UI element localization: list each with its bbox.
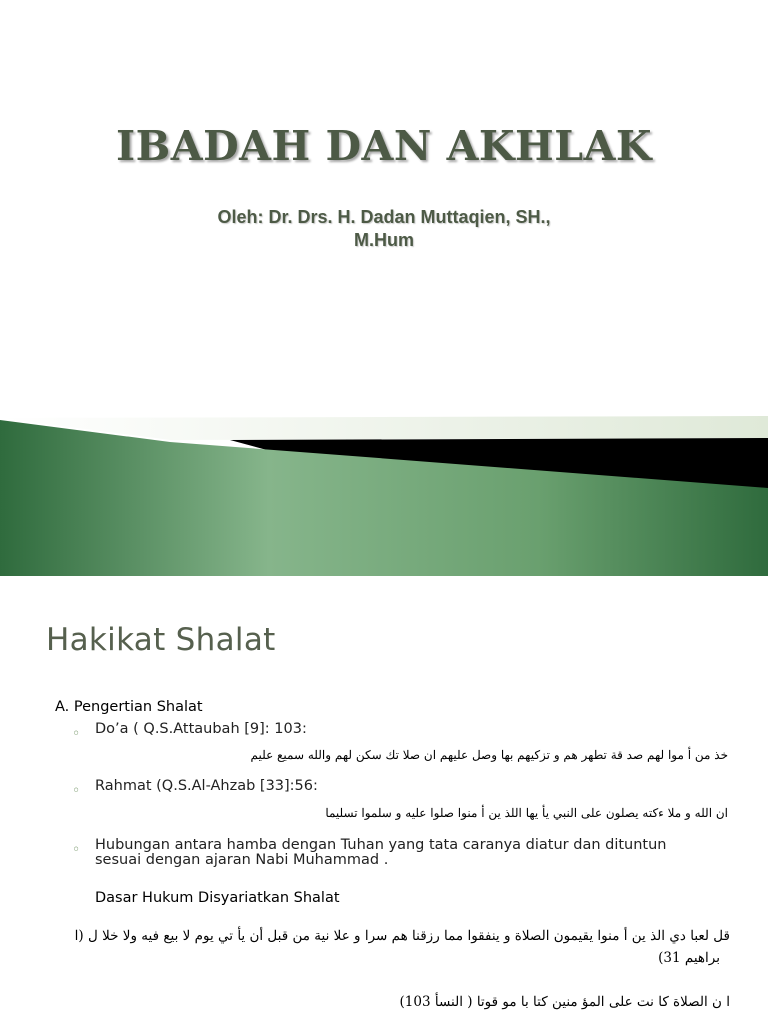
slide-title: IBADAH DAN AKHLAK — [115, 122, 653, 170]
bullet-hubungan-line-1: Hubungan antara hamba dengan Tuhan yang tata caranya diatur dan dituntun — [95, 837, 667, 853]
arabic-verse-attaubah: خذ من أ موا لهم صد قة تطهر هم و تزكيهم بها وصل عليهم ان صلا تك سكن لهم والله سميع عليم — [250, 748, 728, 762]
subheading-dasar-hukum: Dasar Hukum Disyariatkan Shalat — [95, 890, 340, 906]
bullet-marker: ◦ — [72, 783, 81, 799]
bullet-rahmat: Rahmat (Q.S.Al-Ahzab [33]:56: — [95, 778, 318, 794]
section-label: A. Pengertian Shalat — [55, 699, 203, 715]
bullet-marker: ◦ — [72, 842, 81, 858]
arabic-verse-alahzab: ان الله و ملا ءكته يصلون على النبي يأ يها اللذ ين أ منوا صلوا عليه و سلموا تسليما — [325, 806, 728, 820]
bullet-marker: ◦ — [72, 726, 81, 742]
arabic-verse-ibrahim-line-2: براهيم 31) — [658, 950, 720, 966]
subtitle-line-1: Oleh: Dr. Drs. H. Dadan Muttaqien, SH., — [217, 207, 551, 227]
bullet-hubungan-line-2: sesuai dengan ajaran Nabi Muhammad . — [95, 852, 389, 868]
slide-heading: Hakikat Shalat — [46, 622, 276, 658]
arabic-verse-ibrahim-line-1: قل لعبا دي الذ ين أ منوا يقيمون الصلاة و ينفقوا مما رزقنا هم سرا و علا نية من قبل أن يأ تي يوم لا بيع فيه ولا خلا ل (ا — [74, 928, 730, 944]
arabic-verse-annisa: ا ن الصلاة كا نت على المؤ منين كتا با مو قوتا ( النسأ 103) — [399, 994, 730, 1010]
bullet-hubungan — [95, 838, 667, 868]
content-slide — [0, 576, 768, 1024]
subtitle-line-2: M.Hum — [354, 230, 414, 250]
bullet-doa: Do’a ( Q.S.Attaubah [9]: 103: — [95, 721, 307, 737]
